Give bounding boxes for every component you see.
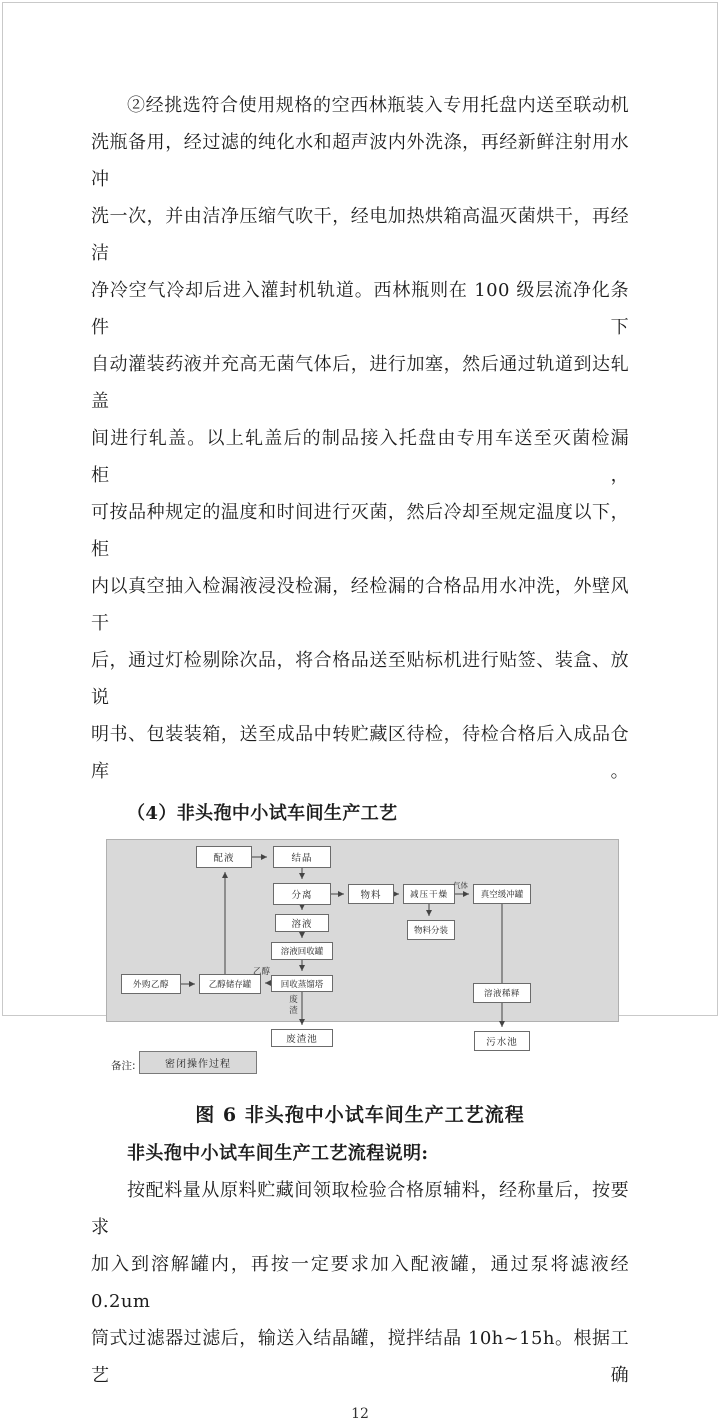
flow-node-fenli: 分离 — [273, 883, 331, 905]
page-content — [3, 3, 717, 1422]
paragraph-line: 可按品种规定的温度和时间进行灭菌，然后冷却至规定温度以下，柜 — [91, 502, 629, 560]
flow-node-jianya-ganzao: 减压干燥 — [403, 884, 455, 904]
paragraph-line: 筒式过滤器过滤后，输送入结晶罐，搅拌结晶 10h~15h。根据工艺确 — [91, 1328, 629, 1386]
paragraph-line: 洗瓶备用，经过滤的纯化水和超声波内外洗涤，再经新鲜注射用水冲 — [91, 132, 629, 190]
figure-caption: 图 6 非头孢中小试车间生产工艺流程 — [195, 1104, 525, 1126]
paragraph-line: ②经挑选符合使用规格的空西林瓶装入专用托盘内送至联动机 — [127, 95, 629, 116]
flow-node-rongye-huishou-guan: 溶液回收罐 — [271, 942, 333, 960]
edge-label-waste: 废渣 — [289, 995, 298, 1016]
paragraph-line: 净冷空气冷却后进入灌封机轨道。西林瓶则在 100 级层流净化条件下 — [91, 280, 629, 338]
flow-node-huishou-zhengliu-ta: 回收蒸馏塔 — [271, 975, 333, 992]
paragraph-line: 内以真空抽入检漏液浸没检漏，经检漏的合格品用水冲洗，外壁风干 — [91, 576, 629, 634]
page-number: 12 — [351, 1406, 369, 1422]
section-heading-4: （4）非头孢中小试车间生产工艺 — [127, 803, 398, 824]
paragraph-1 — [91, 87, 629, 790]
flow-node-wuliao: 物料 — [348, 884, 394, 904]
paragraph-line: 后，通过灯检剔除次品，将合格品送至贴标机进行贴签、装盒、放说 — [91, 650, 629, 708]
flow-node-waigou-yichun: 外购乙醇 — [121, 974, 181, 994]
flow-node-yichun-chucun-guan: 乙醇储存罐 — [199, 974, 261, 994]
paragraph-line: 间进行轧盖。以上轧盖后的制品接入托盘由专用车送至灭菌检漏柜， — [91, 428, 629, 486]
paragraph-line: 加入到溶解罐内，再按一定要求加入配液罐，通过泵将滤液经 0.2um — [91, 1254, 629, 1312]
paragraph-2 — [91, 1172, 629, 1394]
edge-label-ethanol: 乙醇 — [253, 967, 271, 977]
diagram-background — [106, 839, 619, 1022]
paragraph-line: 按配料量从原料贮藏间领取检验合格原辅料，经称量后，按要求 — [91, 1180, 629, 1238]
flow-node-rongye-xishi: 溶液稀释 — [473, 983, 531, 1003]
paragraph-line: 自动灌装药液并充高无菌气体后，进行加塞，然后通过轨道到达轧盖 — [91, 354, 629, 412]
edge-label-gas: 气体 — [453, 881, 468, 890]
flow-node-wushui-chi: 污水池 — [474, 1031, 530, 1051]
note-legend-box: 密闭操作过程 — [139, 1051, 257, 1074]
document-page — [2, 2, 718, 1422]
flow-node-peiye: 配液 — [196, 846, 252, 868]
flow-node-jiejing: 结晶 — [273, 846, 331, 868]
paragraph-line: 明书、包装装箱，送至成品中转贮藏区待检，待检合格后入成品仓库。 — [91, 724, 629, 782]
explain-heading: 非头孢中小试车间生产工艺流程说明: — [127, 1143, 429, 1164]
flow-node-wuliao-fenzhuang: 物料分装 — [407, 920, 455, 940]
paragraph-line: 洗一次，并由洁净压缩气吹干，经电加热烘箱高温灭菌烘干，再经洁 — [91, 206, 629, 264]
flow-node-feizha-chi: 废渣池 — [271, 1029, 333, 1047]
note-label: 备注: — [111, 1060, 136, 1072]
flow-node-rongye: 溶液 — [275, 914, 329, 932]
flow-node-zhenkong-huanchong-guan: 真空缓冲罐 — [473, 884, 531, 904]
process-flow-diagram — [91, 836, 629, 1088]
